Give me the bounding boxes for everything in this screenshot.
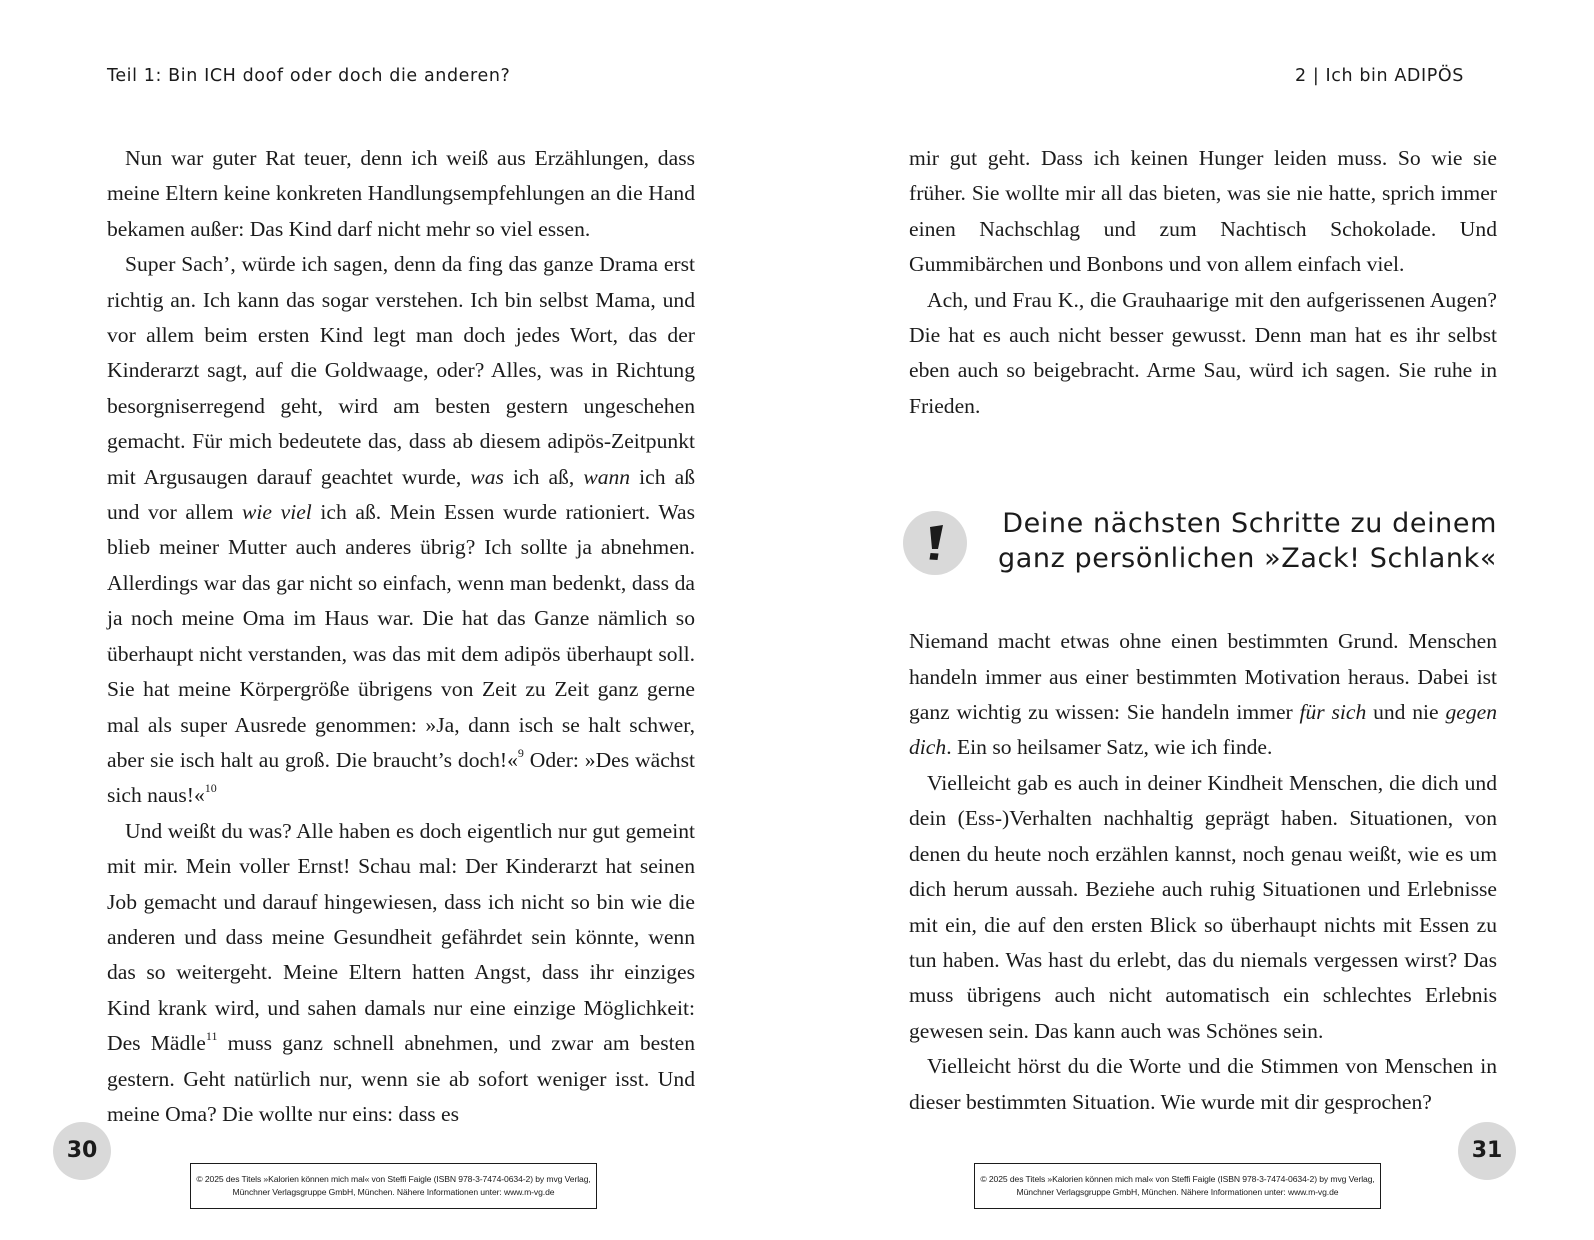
running-head-left: Teil 1: Bin ICH doof oder doch die anderen? (107, 66, 511, 86)
copyright-notice-right: © 2025 des Titels »Kalorien können mich mal« von Steffi Faigle (ISBN 978-3-7474-0634-2) by mvg Verlag, Münchner Verlagsgruppe GmbH, München. Nähere Informationen unter: www.m-vg.de (974, 1163, 1381, 1209)
copyright-notice-left: © 2025 des Titels »Kalorien können mich mal« von Steffi Faigle (ISBN 978-3-7474-0634-2) by mvg Verlag, Münchner Verlagsgruppe GmbH, München. Nähere Informationen unter: www.m-vg.de (190, 1163, 597, 1209)
paragraph: Vielleicht hörst du die Worte und die Stimmen von Menschen in dieser bestimmten Situation. Wie wurde mit dir gesprochen? (909, 1054, 1497, 1114)
paragraph: Vielleicht gab es auch in deiner Kindheit Menschen, die dich und dein (Ess-)Verhalten nachhaltig geprägt haben. Situationen, von denen du heute noch erzählen kannst, noch genau weißt, wie es um dich herum aussah. Beziehe auch ruhig Situationen und Erlebnisse mit ein, die auf den ersten Blick so überhaupt nichts mit Essen zu tun haben. Was hast du erlebt, das du niemals vergessen wirst? Das muss übrigens auch nicht automatisch ein schlechtes Erlebnis gewesen sein. Das kann auch was Schönes sein. (909, 770, 1497, 1043)
page-number-right: 31 (1458, 1122, 1516, 1180)
emphasis: wie viel (242, 500, 312, 525)
body-text-right (909, 141, 1497, 1120)
footnote-ref[interactable]: 9 (517, 745, 524, 760)
paragraph: Super Sach’, würde ich sagen, denn da fing das ganze Drama erst richtig an. Ich kann das sogar verstehen. Ich bin selbst Mama, und vor allem beim ersten Kind legt man doch jedes Wort, das der Kinderarzt sagt, auf die Goldwaage, oder? Alles, was in Richtung besorgniserregend geht, wird am besten gestern ungeschehen gemacht. Für mich bedeutete das, dass ab diesem adipös-Zeitpunkt mit Argusaugen darauf geachtet wurde, was ich aß, wann ich aß und vor allem wie viel ich aß. Mein Essen wurde rationiert. Was blieb meiner Mutter auch anderes übrig? Ich sollte ja abnehmen. Allerdings war das gar nicht so einfach, wenn man bedenkt, dass da ja noch meine Oma im Haus war. Die hat das Ganze nämlich so überhaupt nicht verstanden, was das mit dem adipös überhaupt soll. Sie hat meine Körpergröße übrigens von Zeit zu Zeit ganz gerne mal als super Ausrede genommen: »Ja, dann isch se halt schwer, aber sie isch halt au groß. Die braucht’s doch!«$^9$ Oder: »Des wächst sich naus!«$^{10}$ (107, 252, 696, 808)
paragraph: Niemand macht etwas ohne einen bestimmten Grund. Menschen handeln immer aus einer bestimmten Motivation heraus. Dabei ist ganz wichtig zu wissen: Sie handeln immer für sich und nie gegen dich. Ein so heilsamer Satz, wie ich finde. (909, 629, 1497, 760)
emphasis: was (470, 464, 504, 489)
emphasis: wann (583, 464, 631, 489)
footnote-ref[interactable]: 11 (205, 1028, 218, 1043)
paragraph: mir gut geht. Dass ich keinen Hunger leiden muss. So wie sie früher. Sie wollte mir all das bieten, was sie nie hatte, sprich immer einen Nachschlag und zum Nachtisch Schokolade. Und Gummibärchen und Bonbons und von allem einfach viel. (909, 146, 1497, 277)
emphasis: gegen dich (909, 700, 1497, 760)
body-text-left (107, 141, 695, 1132)
section-heading (909, 506, 1497, 576)
paragraph: Ach, und Frau K., die Grauhaarige mit den aufgerissenen Augen? Die hat es auch nicht besser gewusst. Denn man hat es ihr selbst eben auch so beigebracht. Arme Sau, würd ich sagen. Sie ruhe in Frieden. (909, 287, 1497, 418)
exclamation-icon (903, 511, 967, 575)
page-number-left: 30 (53, 1122, 111, 1180)
emphasis: für sich (1299, 700, 1367, 725)
footnote-ref[interactable]: 10 (204, 781, 217, 796)
paragraph: Und weißt du was? Alle haben es doch eigentlich nur gut gemeint mit mir. Mein voller Ernst! Schau mal: Der Kinderarzt hat seinen Job gemacht und darauf hingewiesen, dass ich nicht so bin wie die anderen und dass meine Gesundheit gefährdet sein könnte, wenn das so weitergeht. Meine Eltern hatten Angst, dass ihr einziges Kind krank wird, und sahen damals nur eine einzige Möglichkeit: Des Mädle$^{11}$ muss ganz schnell abnehmen, und zwar am besten gestern. Geht natürlich nur, wenn sie ab sofort weniger isst. Und meine Oma? Die wollte nur eins: dass es (107, 818, 695, 1126)
paragraph: Nun war guter Rat teuer, denn ich weiß aus Erzählungen, dass meine Eltern keine konkreten Handlungsempfehlungen an die Hand bekamen außer: Das Kind darf nicht mehr so viel essen. (107, 146, 695, 241)
section-heading-text: Deine nächsten Schritte zu deinem ganz persönlichen »Zack! Schlank« (997, 508, 1497, 575)
right-page (797, 0, 1594, 1240)
running-head-right: 2 | Ich bin ADIPÖS (1294, 66, 1464, 86)
